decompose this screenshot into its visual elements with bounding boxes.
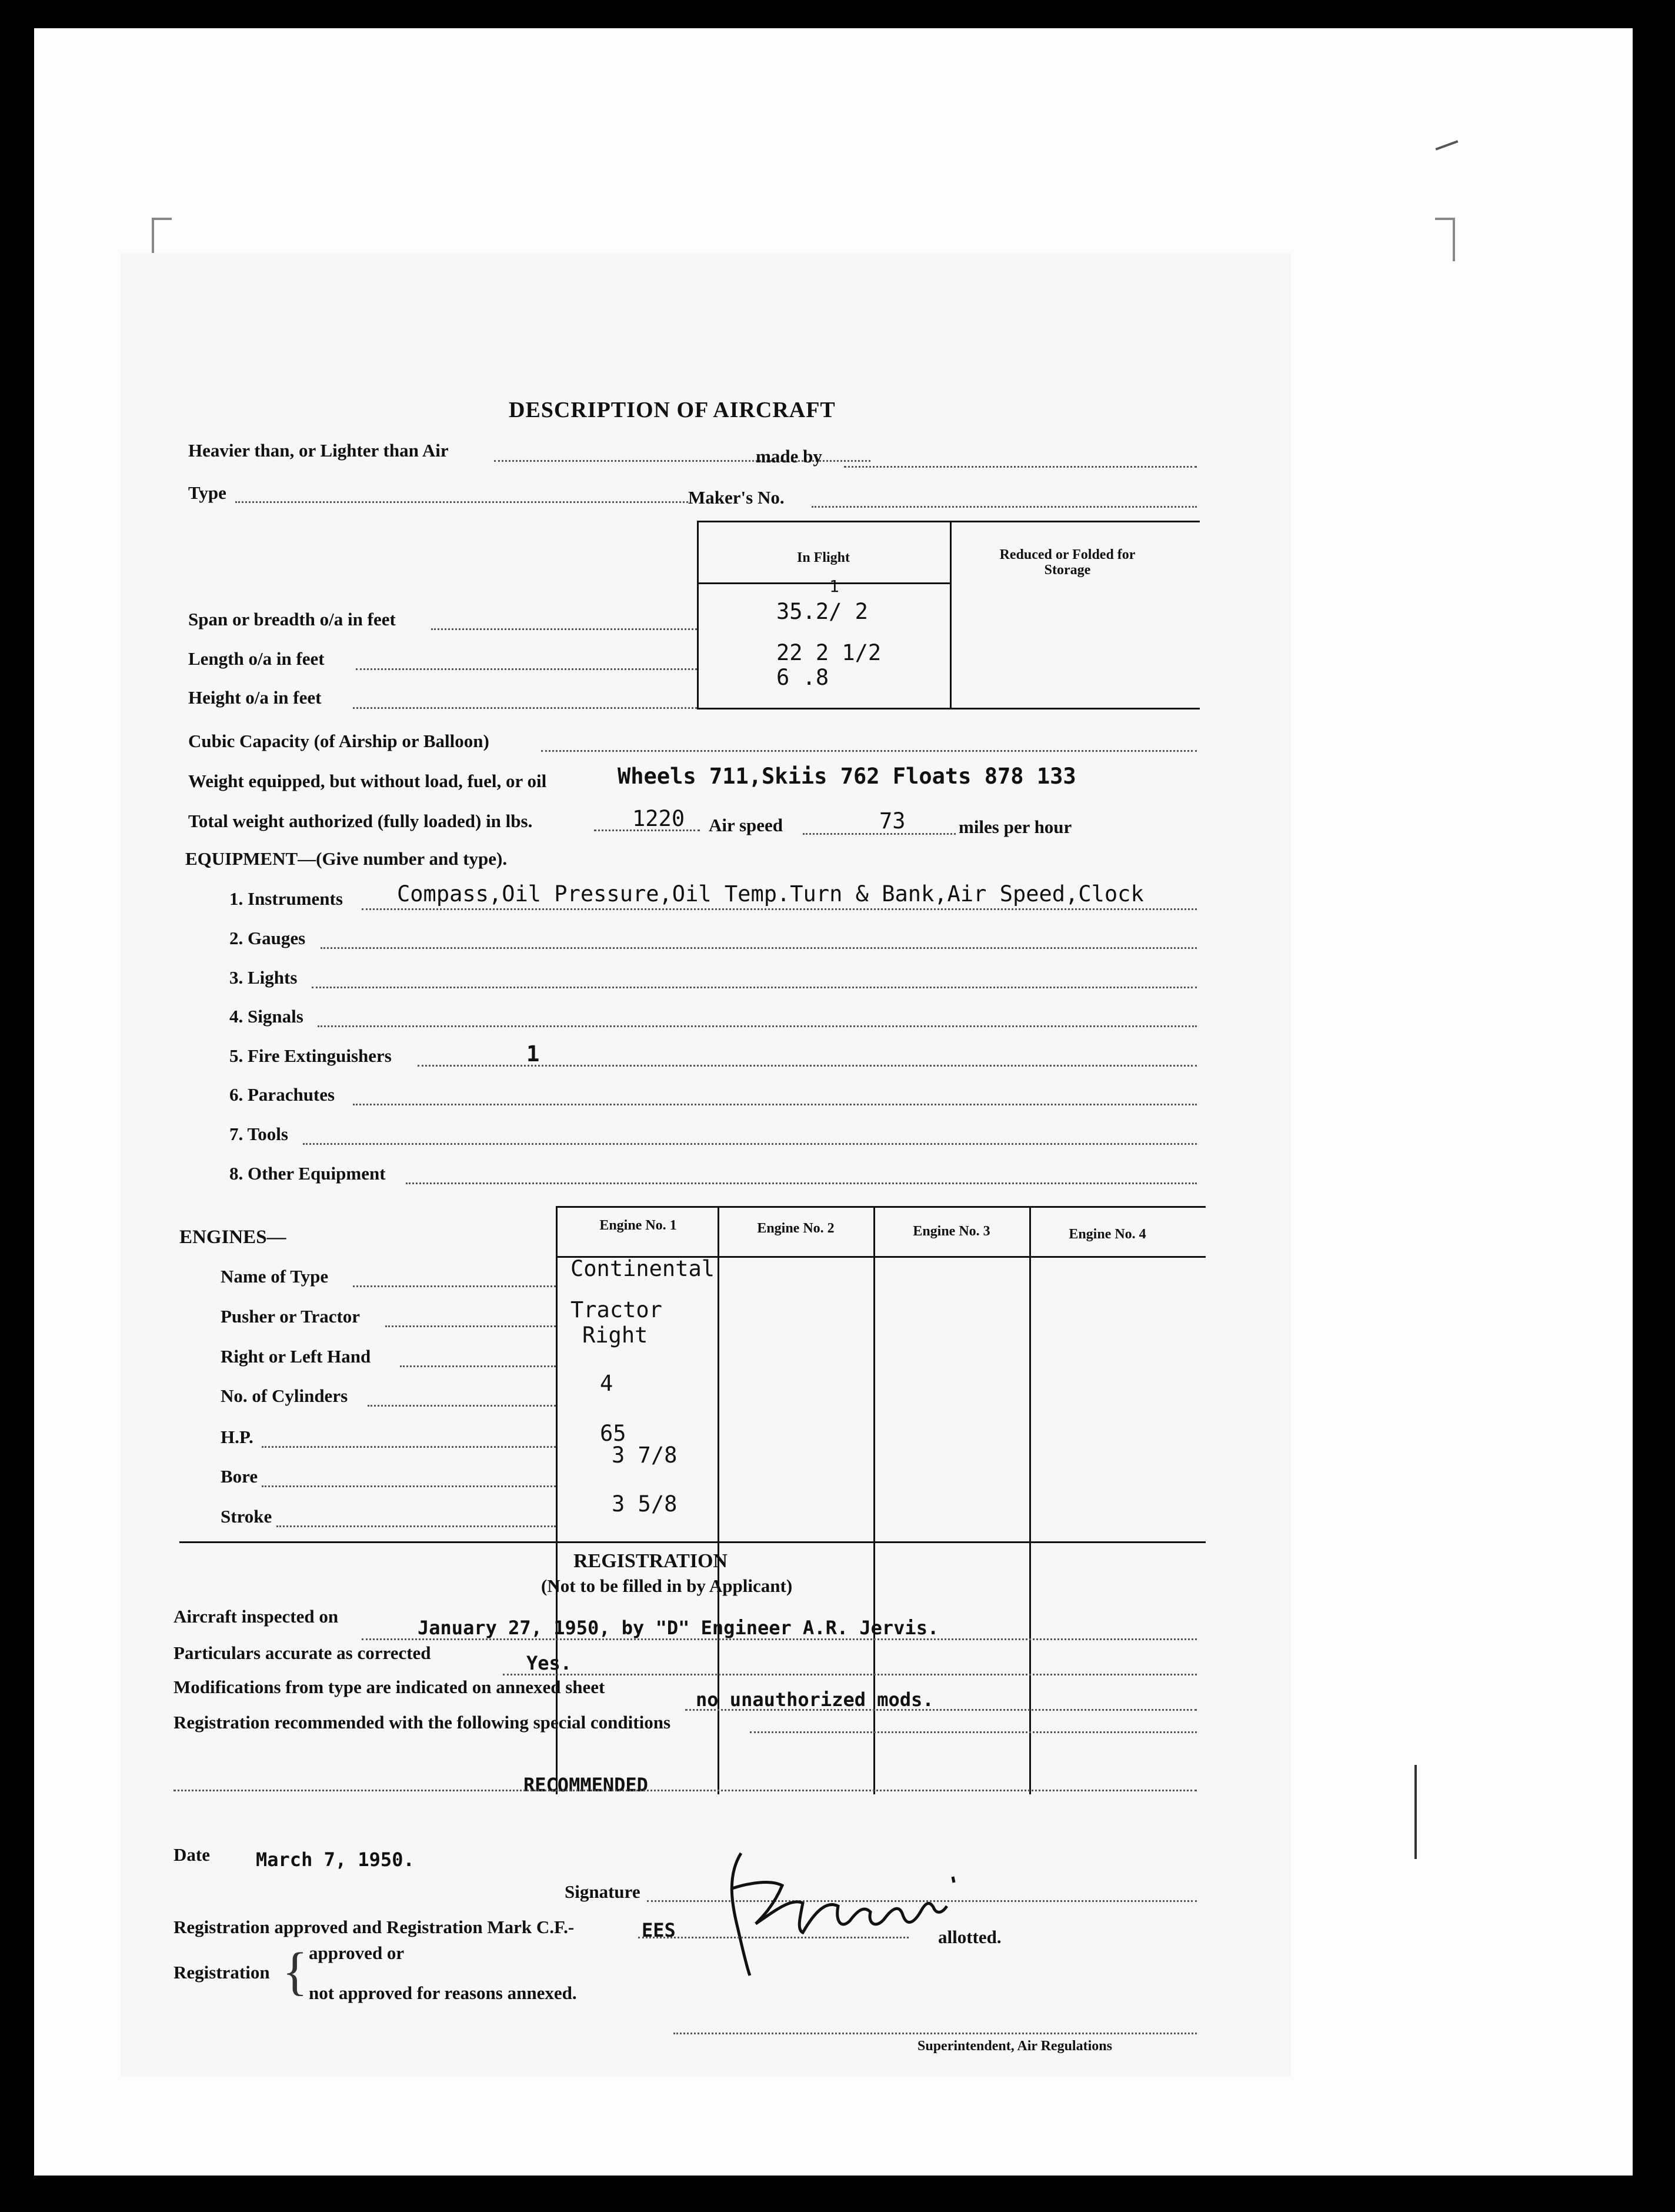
equipment-item-line: [418, 1065, 1197, 1067]
span-label: Span or breadth o/a in feet: [188, 609, 396, 629]
equipment-item-label: 5. Fire Extinguishers: [229, 1045, 392, 1066]
approved-mark-line: [638, 1937, 909, 1938]
length-value: 22 2 1/2: [776, 640, 882, 665]
registration-subheading: (Not to be filled in by Applicant): [541, 1575, 793, 1596]
span-line: [431, 628, 697, 630]
engines-table-bottom: [179, 1541, 1206, 1543]
equipment-item-label: 3. Lights: [229, 967, 298, 988]
height-line: [353, 707, 697, 709]
length-line: [356, 668, 697, 670]
dimensions-header-rule: [697, 582, 950, 584]
type-label: Type: [188, 482, 226, 503]
engines-heading: ENGINES—: [179, 1227, 286, 1248]
date-value: March 7, 1950.: [256, 1848, 415, 1871]
engine-row-line: [262, 1485, 556, 1487]
equipment-item-line: [353, 1104, 1197, 1105]
recommended-label: Registration recommended with the following special conditions: [173, 1712, 671, 1733]
equipment-item-value: Compass,Oil Pressure,Oil Temp.Turn & Bank,Air Speed,Clock: [397, 881, 1144, 907]
engines-table-top: [556, 1206, 1206, 1208]
date-label: Date: [173, 1844, 210, 1865]
engine-row-value: Tractor: [570, 1297, 662, 1322]
engine-row-label: Pusher or Tractor: [221, 1306, 361, 1327]
heavier-lighter-label: Heavier than, or Lighter than Air: [188, 440, 449, 461]
ink-speck: [1414, 1765, 1417, 1859]
equipment-item-label: 7. Tools: [229, 1124, 288, 1144]
engine-row-value: 65: [600, 1421, 626, 1446]
cubic-capacity-label: Cubic Capacity (of Airship or Balloon): [188, 731, 489, 751]
engine-row-label: H.P.: [221, 1427, 253, 1447]
engine-row-label: No. of Cylinders: [221, 1385, 348, 1406]
span-value-top: 1: [829, 577, 839, 596]
recommended-line: [750, 1731, 1197, 1733]
length-label: Length o/a in feet: [188, 648, 325, 669]
height-value: 6 .8: [776, 665, 829, 690]
air-speed-line: [803, 833, 956, 835]
engine-col-1: Engine No. 1: [599, 1218, 677, 1233]
span-value: 35.2/ 2: [776, 599, 868, 624]
engine-row-line: [353, 1285, 556, 1287]
equipment-item-label: 8. Other Equipment: [229, 1163, 386, 1184]
engine-row-line: [262, 1446, 556, 1448]
mph-label: miles per hour: [959, 817, 1072, 837]
page-title: DESCRIPTION OF AIRCRAFT: [509, 398, 836, 422]
crop-mark-top-right: [1435, 218, 1455, 261]
approved-mark: EES: [642, 1919, 676, 1941]
total-weight-value: 1220: [632, 806, 685, 831]
engine-row-line: [368, 1405, 556, 1407]
registration-label: Registration: [173, 1962, 270, 1983]
engine-col-4: Engine No. 4: [1069, 1227, 1146, 1242]
form-sheet: [121, 253, 1291, 2077]
equipment-item-line: [303, 1143, 1197, 1145]
equipment-item-value: 1: [526, 1041, 540, 1067]
particulars-line: [503, 1674, 1197, 1675]
engine-row-label: Stroke: [221, 1506, 272, 1527]
engines-col-divider: [1029, 1206, 1031, 1794]
cubic-capacity-line: [541, 750, 1197, 752]
engine-row-label: Bore: [221, 1466, 258, 1487]
engine-row-value: Right: [582, 1322, 648, 1348]
equipment-item-label: 6. Parachutes: [229, 1084, 335, 1105]
particulars-label: Particulars accurate as corrected: [173, 1643, 431, 1663]
modifications-label: Modifications from type are indicated on annexed sheet: [173, 1677, 605, 1697]
weight-equipped-label: Weight equipped, but without load, fuel, or oil: [188, 771, 547, 791]
allotted-label: allotted.: [938, 1927, 1002, 1947]
engine-col-3: Engine No. 3: [913, 1224, 990, 1239]
equipment-item-line: [362, 908, 1197, 910]
engine-row-value: 3 7/8: [612, 1443, 678, 1468]
equipment-item-line: [321, 947, 1197, 949]
registration-brace: {: [282, 1943, 308, 2001]
dimensions-table-bottom: [697, 708, 1200, 709]
total-weight-line: [594, 830, 700, 831]
makers-no-label: Maker's No.: [688, 487, 785, 508]
equipment-item-line: [318, 1025, 1197, 1027]
approved-or: approved or: [309, 1943, 405, 1963]
engine-row-label: Right or Left Hand: [221, 1346, 371, 1367]
equipment-item-line: [312, 987, 1197, 988]
particulars-value: Yes.: [526, 1652, 572, 1674]
engine-col-2: Engine No. 2: [757, 1221, 835, 1236]
signature-label: Signature: [565, 1881, 640, 1902]
made-by-line: [844, 466, 1197, 468]
equipment-item-label: 4. Signals: [229, 1006, 303, 1027]
engine-row-line: [385, 1325, 556, 1327]
engine-row-value: 3 5/8: [612, 1491, 678, 1517]
engine-row-label: Name of Type: [221, 1266, 329, 1287]
weight-equipped-value: Wheels 711,Skiis 762 Floats 878 133: [618, 764, 1076, 789]
registration-heading: REGISTRATION: [573, 1550, 728, 1572]
air-speed-value: 73: [879, 808, 906, 834]
made-by-label: made by: [756, 446, 822, 467]
engine-row-line: [400, 1365, 556, 1367]
type-line: [235, 501, 688, 503]
air-speed-label: Air speed: [709, 815, 783, 835]
equipment-item-line: [406, 1182, 1197, 1184]
modifications-value: no unauthorized mods.: [696, 1688, 934, 1711]
engine-row-line: [276, 1525, 556, 1527]
not-approved: not approved for reasons annexed.: [309, 1983, 577, 2003]
makers-no-line: [812, 506, 1197, 508]
engine-row-value: 4: [600, 1371, 613, 1396]
equipment-item-label: 2. Gauges: [229, 928, 306, 948]
recommended-line-2: [173, 1790, 1197, 1791]
inspected-label: Aircraft inspected on: [173, 1606, 339, 1627]
total-weight-label: Total weight authorized (fully loaded) in lbs.: [188, 811, 533, 831]
superintendent-label: Superintendent, Air Regulations: [917, 2038, 1112, 2054]
dimensions-col-divider: [950, 521, 952, 708]
col-reduced-folded: Reduced or Folded for Storage: [999, 547, 1136, 578]
dimensions-table-top: [697, 521, 1200, 522]
inspected-value: January 27, 1950, by "D" Engineer A.R. Jervis.: [418, 1617, 939, 1639]
inspected-line: [362, 1638, 1197, 1640]
equipment-item-label: 1. Instruments: [229, 888, 343, 909]
approved-label: Registration approved and Registration Mark C.F.-: [173, 1917, 575, 1937]
height-label: Height o/a in feet: [188, 687, 322, 708]
recommended-stamp: RECOMMENDED: [523, 1774, 648, 1796]
engines-col-divider: [556, 1206, 558, 1794]
equipment-heading: EQUIPMENT—(Give number and type).: [185, 848, 508, 869]
col-in-flight: In Flight: [796, 550, 850, 565]
superintendent-line: [673, 2033, 1197, 2034]
modifications-line: [685, 1709, 1197, 1711]
dimensions-col-divider: [697, 521, 699, 708]
handwritten-signature: [715, 1841, 967, 1983]
engine-row-value: Continental: [570, 1256, 715, 1281]
